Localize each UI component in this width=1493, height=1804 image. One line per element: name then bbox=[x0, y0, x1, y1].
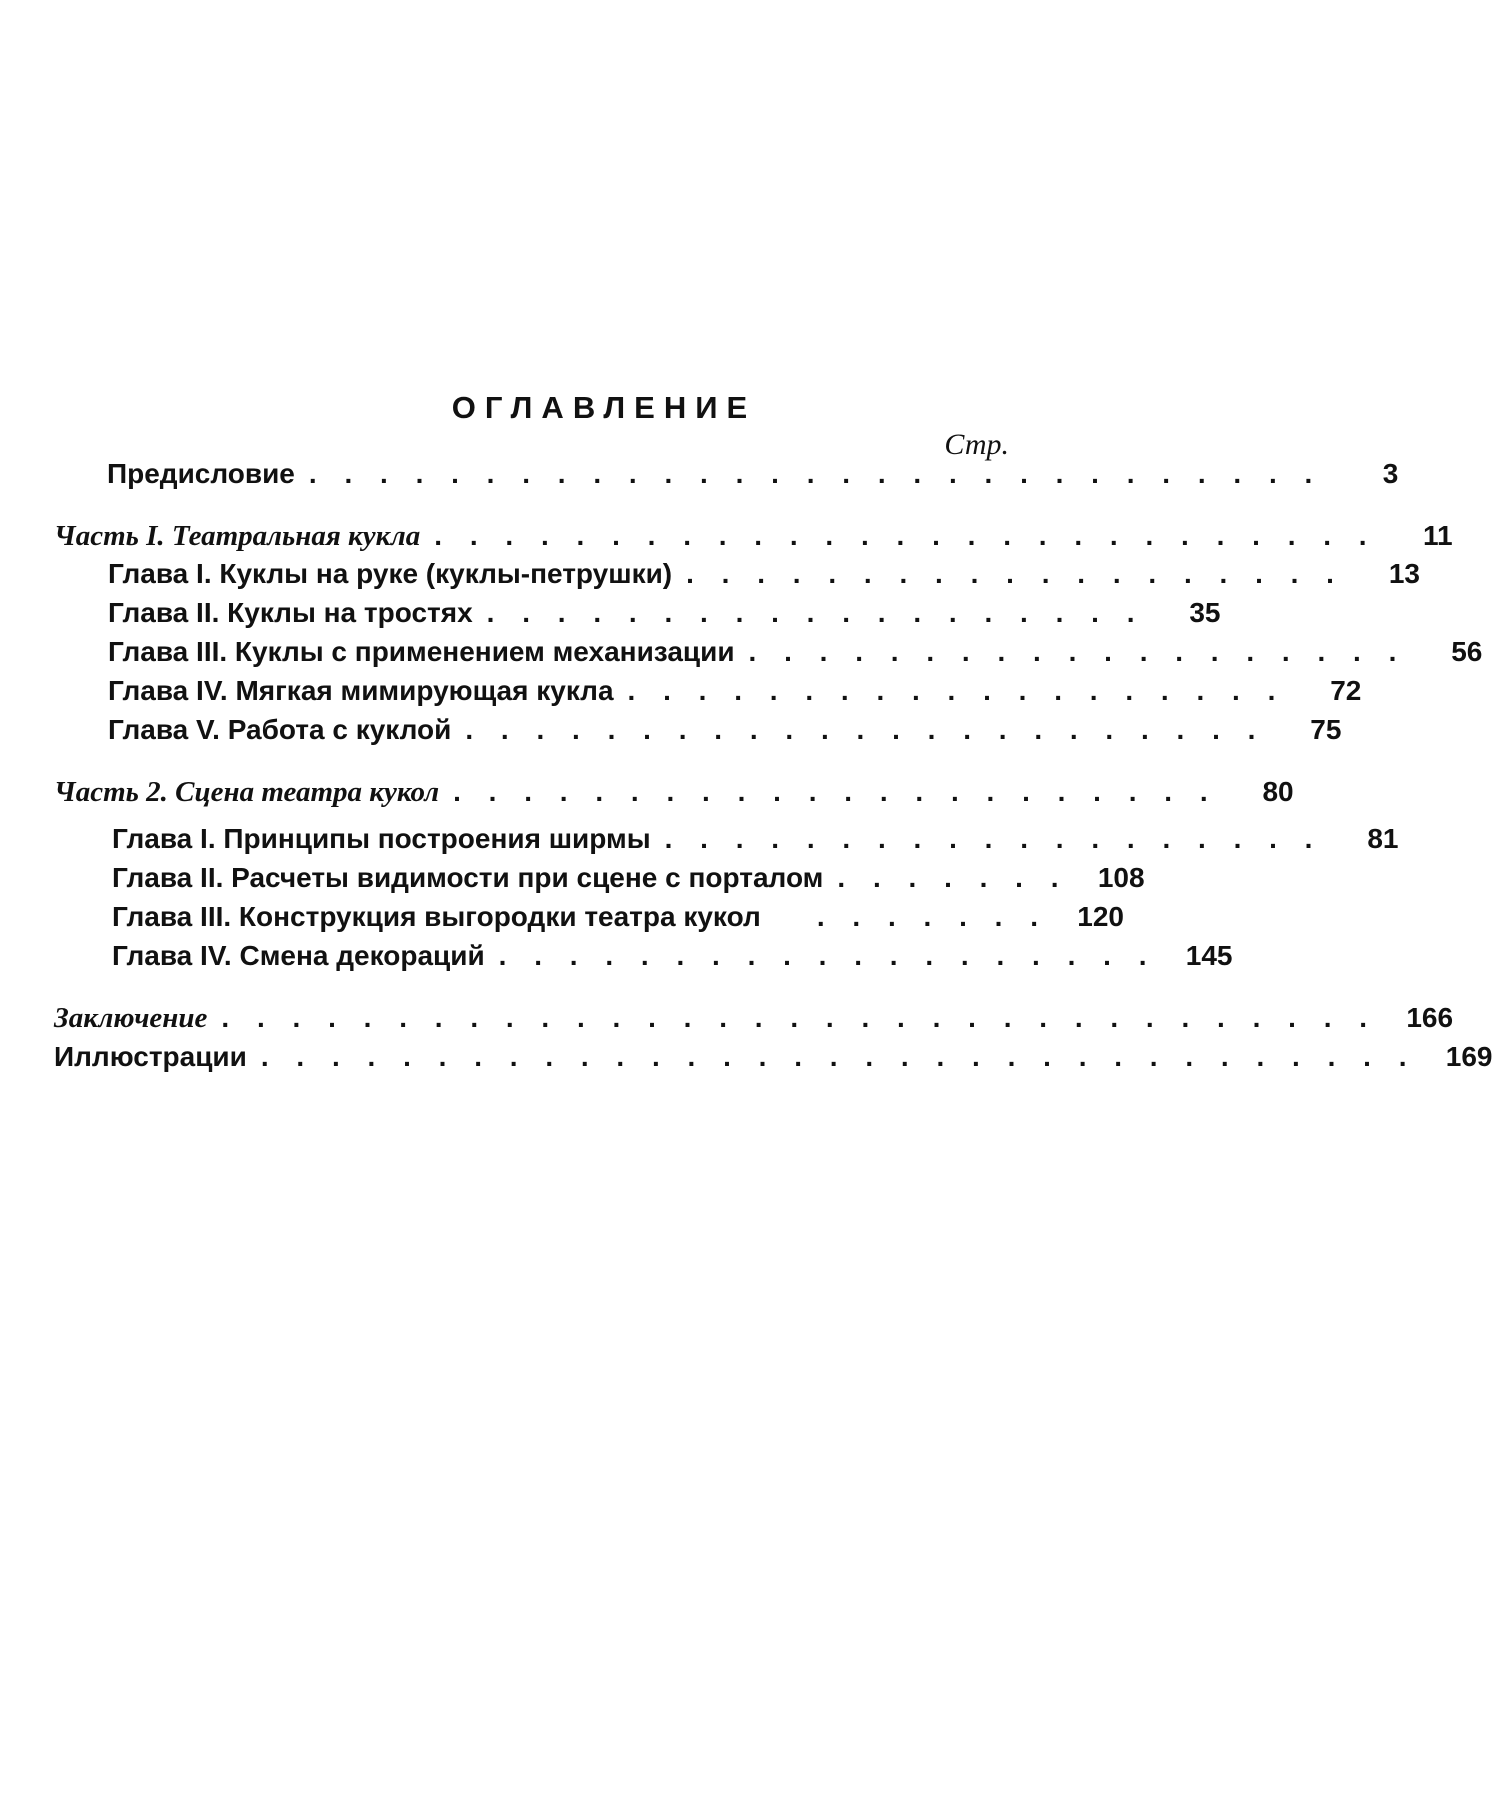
toc-chapter bbox=[0, 862, 1252, 902]
toc-entry-page: 35 bbox=[1189, 597, 1221, 628]
toc-part-label: Часть 2. Сцена театра кукол bbox=[54, 776, 440, 808]
toc-entry-page: 166 bbox=[1406, 1002, 1454, 1033]
toc-entry-illustrations bbox=[0, 1041, 1493, 1081]
toc-entry-label: Глава I. Принципы построения ширмы bbox=[112, 823, 651, 854]
toc-entry-preface bbox=[0, 458, 1399, 498]
dot-leader: . . . . . . . . . . . . . . . . . . . bbox=[748, 636, 1407, 667]
dot-leader: . . . . . . . . . . . . . . . . . . . bbox=[627, 675, 1286, 706]
toc-entry-label: Глава V. Работа с куклой bbox=[108, 714, 452, 745]
toc-entry-page: 169 bbox=[1445, 1041, 1493, 1072]
dot-leader: . . . . . . . . . . . . . . . . . . . bbox=[498, 940, 1157, 971]
toc-chapter bbox=[0, 675, 1362, 715]
toc-entry-page: 81 bbox=[1367, 823, 1399, 854]
toc-chapter bbox=[0, 714, 1342, 754]
toc-entry-label: Иллюстрации bbox=[54, 1041, 247, 1072]
toc-chapter bbox=[0, 823, 1399, 863]
toc-entry-page: 3 bbox=[1382, 458, 1399, 489]
toc-chapter bbox=[0, 901, 1252, 941]
toc-entry-page: 108 bbox=[1097, 862, 1145, 893]
toc-part-2 bbox=[0, 776, 1294, 816]
dot-leader: . . . . . . . . . . . . . . . . . . . . . . . . . . . bbox=[434, 520, 1377, 551]
toc-entry-label: Глава III. Конструкция выгородки театра кукол bbox=[112, 901, 761, 932]
dot-leader: . . . . . . . bbox=[837, 862, 1069, 893]
toc-entry-label: Глава IV. Мягкая мимирующая кукла bbox=[108, 675, 614, 706]
toc-chapter bbox=[0, 597, 1248, 637]
toc-entry-label: Заключение bbox=[54, 1002, 208, 1034]
toc-entry-conclusion bbox=[0, 1002, 1454, 1042]
dot-leader: . . . . . . . . . . . . . . . . . . . bbox=[686, 558, 1344, 589]
toc-entry-label: Глава I. Куклы на руке (куклы-петрушки) bbox=[108, 558, 673, 589]
dot-leader: . . . . . . . . . . . . . . . . . . . . . . . . . . . . . . . . . bbox=[221, 1002, 1378, 1033]
dot-leader: . . . . . . . . . . . . . . . . . . . . . . . . . . . . . bbox=[308, 458, 1323, 489]
toc-entry-page: 56 bbox=[1451, 636, 1483, 667]
toc-entry-page: 75 bbox=[1310, 714, 1342, 745]
dot-leader: . . . . . . . . . . . . . . . . . . . bbox=[486, 597, 1145, 628]
toc-entry-page: 11 bbox=[1422, 520, 1453, 551]
toc-entry-page: 13 bbox=[1388, 558, 1420, 589]
toc-entry-label: Глава III. Куклы с применением механизации bbox=[108, 636, 735, 667]
toc-part-1 bbox=[0, 520, 1453, 560]
toc-entry-page: 72 bbox=[1330, 675, 1362, 706]
toc-chapter bbox=[0, 940, 1252, 980]
toc-entry-label: Предисловие bbox=[107, 458, 295, 489]
toc-chapter bbox=[0, 636, 1483, 676]
dot-leader: . . . . . . . . . . . . . . . . . . . . . . . . . . . . . . . . . bbox=[260, 1041, 1417, 1072]
dot-leader: . . . . . . . . . . . . . . . . . . . . . . bbox=[453, 776, 1218, 807]
toc-entry-page: 120 bbox=[1077, 901, 1124, 932]
dot-leader: . . . . . . . . . . . . . . . . . . . . . . . bbox=[465, 714, 1266, 745]
toc-title: ОГЛАВЛЕНИЕ bbox=[451, 390, 757, 425]
toc-entry-label: Глава II. Расчеты видимости при сцене с порталом bbox=[112, 862, 824, 893]
toc-chapter bbox=[0, 558, 1420, 598]
toc-entry-label: Глава IV. Смена декораций bbox=[112, 940, 485, 971]
toc-part-label: Часть I. Театральная кукла bbox=[54, 520, 421, 552]
toc-entry-page: 145 bbox=[1185, 940, 1233, 971]
toc-entry-page: 80 bbox=[1262, 776, 1294, 807]
dot-leader: . . . . . . . bbox=[816, 901, 1048, 932]
dot-leader: . . . . . . . . . . . . . . . . . . . bbox=[664, 823, 1323, 854]
toc-entry-label: Глава II. Куклы на тростях bbox=[108, 597, 473, 628]
page-column-label: Стр. bbox=[944, 428, 1009, 461]
